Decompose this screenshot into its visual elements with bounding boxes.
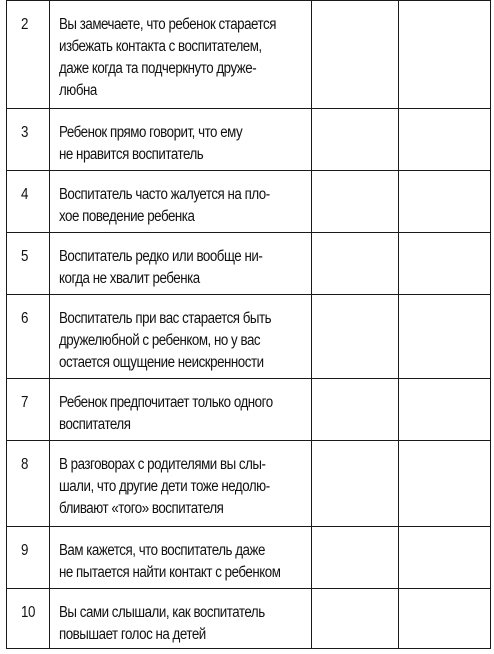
statement-line: В разговорах с родителями вы слы-: [59, 456, 266, 473]
row-number-cell: [7, 171, 50, 233]
answer-cell-yes[interactable]: [312, 589, 399, 649]
statement-text: [59, 602, 271, 646]
answer-cell-yes[interactable]: [312, 171, 399, 233]
row-number-cell: [7, 589, 50, 649]
table-row: [7, 589, 491, 649]
row-number: 7: [21, 394, 28, 411]
row-number: 5: [21, 248, 28, 265]
checklist-page: [6, 0, 488, 649]
table-row: [7, 379, 491, 441]
row-number-cell: [7, 441, 50, 527]
table-row: [7, 441, 491, 527]
table-row: [7, 233, 491, 295]
statement-line: повышает голос на детей: [59, 626, 206, 643]
statement-cell: [50, 109, 312, 171]
row-number-cell: [7, 527, 50, 589]
statement-line: шали, что другие дети тоже недолю-: [59, 478, 270, 495]
row-number-cell: [7, 109, 50, 171]
answer-cell-no[interactable]: [399, 441, 491, 527]
statement-text: [59, 14, 276, 102]
statement-line: даже когда та подчеркнуто друже-: [59, 60, 257, 77]
statement-text: [59, 454, 271, 520]
statement-text: [59, 122, 271, 166]
statement-line: избежать контакта с воспитателем,: [59, 38, 262, 55]
statement-line: Воспитатель при вас старается быть: [59, 310, 272, 327]
statement-line: любна: [59, 82, 97, 99]
row-number: 9: [21, 542, 28, 559]
answer-cell-yes[interactable]: [312, 233, 399, 295]
answer-cell-no[interactable]: [399, 589, 491, 649]
answer-cell-yes[interactable]: [312, 379, 399, 441]
statement-text: [59, 392, 271, 436]
statement-line: Вам кажется, что воспитатель даже: [59, 542, 265, 559]
answer-cell-yes[interactable]: [312, 109, 399, 171]
row-number: 2: [21, 16, 28, 33]
statement-line: хое поведение ребенка: [59, 208, 195, 225]
row-number: 10: [21, 604, 35, 621]
checklist-table: [6, 0, 491, 649]
answer-cell-no[interactable]: [399, 233, 491, 295]
row-number-cell: [7, 295, 50, 379]
statement-line: не пытается найти контакт с ребенком: [59, 564, 281, 581]
statement-cell: [50, 233, 312, 295]
statement-line: Ребенок прямо говорит, что ему: [59, 124, 243, 141]
answer-cell-yes[interactable]: [312, 1, 399, 109]
table-row: [7, 1, 491, 109]
row-number: 3: [21, 124, 28, 141]
table-row: [7, 109, 491, 171]
answer-cell-yes[interactable]: [312, 441, 399, 527]
row-number-cell: [7, 233, 50, 295]
statement-line: Вы сами слышали, как воспитатель: [59, 604, 265, 621]
statement-line: воспитателя: [59, 416, 131, 433]
answer-cell-no[interactable]: [399, 379, 491, 441]
statement-line: не нравится воспитатель: [59, 146, 204, 163]
statement-line: Воспитатель редко или вообще ни-: [59, 248, 263, 265]
statement-cell: [50, 171, 312, 233]
answer-cell-no[interactable]: [399, 295, 491, 379]
answer-cell-no[interactable]: [399, 109, 491, 171]
answer-cell-yes[interactable]: [312, 295, 399, 379]
statement-cell: [50, 589, 312, 649]
statement-line: Ребенок предпочитает только одного: [59, 394, 273, 411]
statement-text: [59, 246, 271, 290]
statement-line: когда не хвалит ребенка: [59, 270, 200, 287]
table-row: [7, 527, 491, 589]
answer-cell-yes[interactable]: [312, 527, 399, 589]
statement-cell: [50, 295, 312, 379]
statement-cell: [50, 441, 312, 527]
table-row: [7, 171, 491, 233]
row-number-cell: [7, 1, 50, 109]
statement-line: остается ощущение неискренности: [59, 354, 264, 371]
row-number: 6: [21, 310, 28, 327]
statement-line: дружелюбной с ребенком, но у вас: [59, 332, 261, 349]
statement-cell: [50, 1, 312, 109]
statement-line: бливают «того» воспитателя: [59, 500, 224, 517]
statement-line: Вы замечаете, что ребенок старается: [59, 16, 276, 33]
statement-text: [59, 184, 271, 228]
statement-cell: [50, 527, 312, 589]
answer-cell-no[interactable]: [399, 527, 491, 589]
statement-line: Воспитатель часто жалуется на пло-: [59, 186, 270, 203]
statement-cell: [50, 379, 312, 441]
answer-cell-no[interactable]: [399, 1, 491, 109]
statement-text: [59, 308, 271, 374]
table-row: [7, 295, 491, 379]
answer-cell-no[interactable]: [399, 171, 491, 233]
row-number: 4: [21, 186, 28, 203]
row-number-cell: [7, 379, 50, 441]
row-number: 8: [21, 456, 28, 473]
statement-text: [59, 540, 281, 584]
